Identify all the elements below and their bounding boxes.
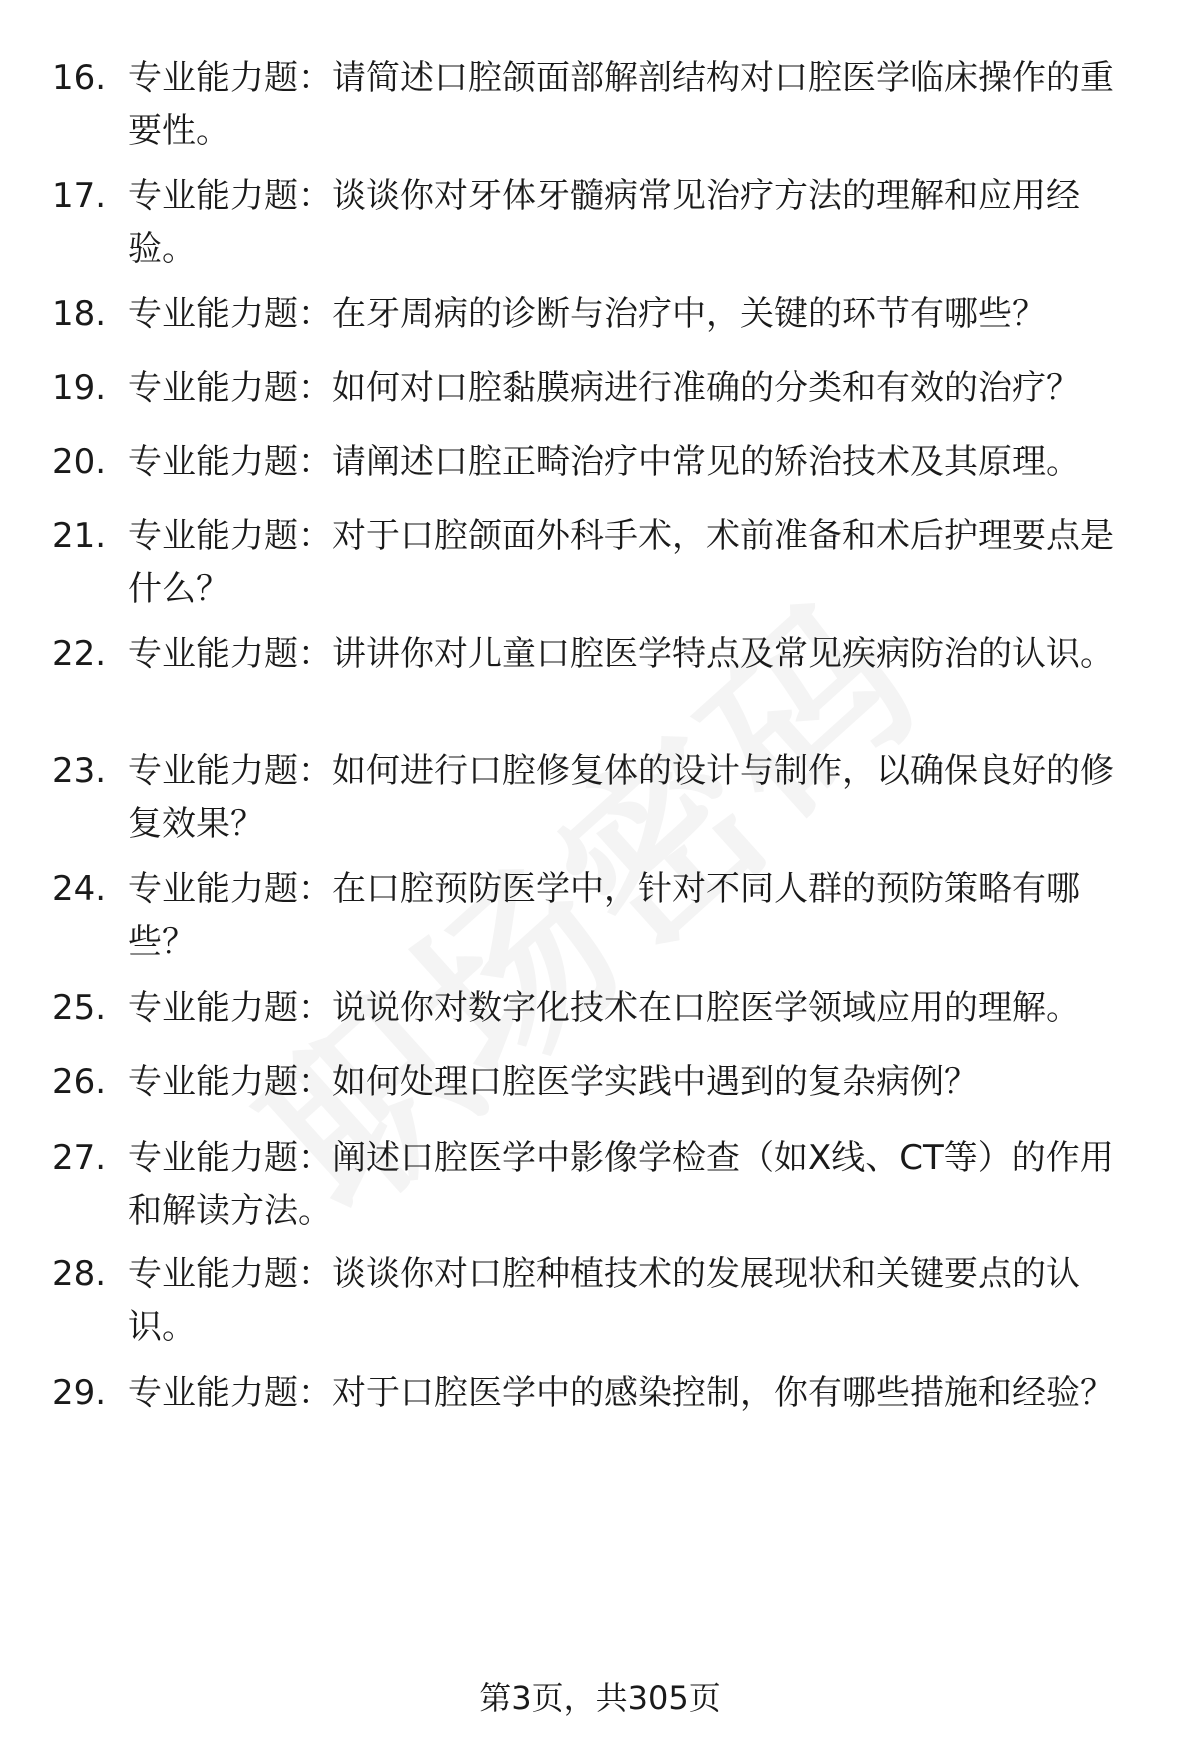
question-number: 25. (52, 988, 107, 1028)
question-number: 23. (52, 751, 107, 791)
question-number: 18. (52, 294, 107, 334)
question-text: 专业能力题：说说你对数字化技术在口腔医学领域应用的理解。 (128, 988, 1080, 1028)
question-text: 专业能力题：对于口腔医学中的感染控制，你有哪些措施和经验？ (128, 1373, 1114, 1413)
question-number: 19. (52, 368, 107, 408)
question-number: 27. (52, 1138, 107, 1178)
question-text: 专业能力题：请简述口腔颌面部解剖结构对口腔医学临床操作的重要性。 (128, 58, 1114, 151)
question-text: 专业能力题：在牙周病的诊断与治疗中，关键的环节有哪些？ (128, 294, 1046, 334)
question-text: 专业能力题：请阐述口腔正畸治疗中常见的矫治技术及其原理。 (128, 442, 1080, 482)
question-number: 24. (52, 869, 107, 909)
question-number: 17. (52, 176, 107, 216)
question-text: 专业能力题：对于口腔颌面外科手术，术前准备和术后护理要点是什么？ (128, 516, 1114, 609)
question-text: 专业能力题：讲讲你对儿童口腔医学特点及常见疾病防治的认识。 (128, 634, 1114, 674)
question-text: 专业能力题：如何对口腔黏膜病进行准确的分类和有效的治疗？ (128, 368, 1080, 408)
question-number: 29. (52, 1373, 107, 1413)
question-number: 26. (52, 1062, 107, 1102)
question-text: 专业能力题：如何处理口腔医学实践中遇到的复杂病例？ (128, 1062, 978, 1102)
question-number: 22. (52, 634, 107, 674)
question-text: 专业能力题：在口腔预防医学中，针对不同人群的预防策略有哪些？ (128, 869, 1080, 962)
question-number: 16. (52, 58, 107, 98)
question-text: 专业能力题：如何进行口腔修复体的设计与制作，以确保良好的修复效果？ (128, 751, 1114, 844)
question-text: 专业能力题：谈谈你对牙体牙髓病常见治疗方法的理解和应用经验。 (128, 176, 1080, 269)
question-number: 21. (52, 516, 107, 556)
question-number: 28. (52, 1254, 107, 1294)
question-text: 专业能力题：谈谈你对口腔种植技术的发展现状和关键要点的认识。 (128, 1254, 1080, 1347)
question-text: 专业能力题：阐述口腔医学中影像学检查（如X线、CT等）的作用和解读方法。 (128, 1138, 1114, 1231)
question-number: 20. (52, 442, 107, 482)
page-number: 第3页，共305页 (479, 1679, 721, 1717)
